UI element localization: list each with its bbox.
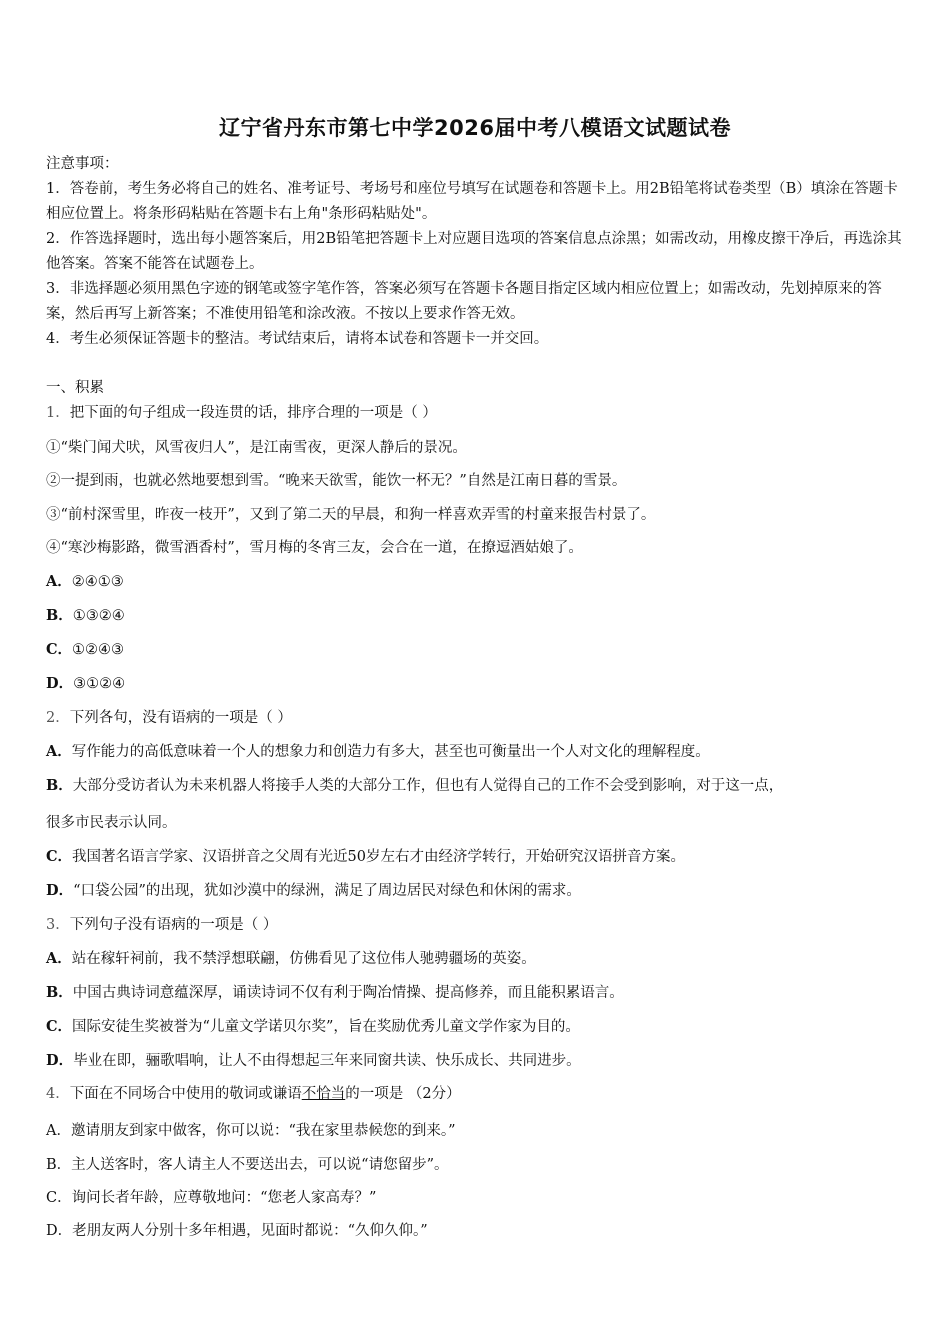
notes-item: 1．答卷前，考生务必将自己的姓名、准考证号、考场号和座位号填写在试题卷和答题卡上。用2B铅笔将试卷类型（B）填涂在答题卡相应位置上。将条形码粘贴在答题卡右上角"条形码粘贴处"。 — [46, 181, 898, 222]
question-3-stem — [46, 913, 908, 934]
q1-option-b — [46, 604, 908, 625]
q3-option-d — [46, 1049, 908, 1070]
option-text: 邀请朋友到家中做客，你可以说：“我在家里恭候您的到来。” — [70, 1123, 456, 1139]
question-2-stem — [46, 706, 908, 727]
option-text: 老朋友两人分别十多年相遇，见面时都说：“久仰久仰。” — [72, 1223, 428, 1239]
option-letter: B． — [46, 984, 73, 1001]
question-number: 3． — [46, 917, 70, 933]
option-text: 主人送客时，客人请主人不要送出去，可以说“请您留步”。 — [71, 1157, 449, 1173]
question-text: 把下面的句子组成一段连贯的话，排序合理的一项是（ ） — [69, 405, 437, 421]
q2-option-b-continued: 很多市民表示认同。 — [46, 815, 177, 831]
question-text: 下列各句，没有语病的一项是（ ） — [69, 710, 292, 726]
q1-sentence-2: ②一提到雨，也就必然地要想到雪。“晚来天欲雪，能饮一杯无？”自然是江南日暮的雪景。 — [46, 473, 627, 489]
q4-option-c — [46, 1186, 908, 1207]
q2-option-b — [46, 774, 908, 795]
option-text: “口袋公园”的出现，犹如沙漠中的绿洲，满足了周边居民对绿色和休闲的需求。 — [73, 883, 581, 899]
option-letter: C． — [46, 848, 73, 865]
page-title: 辽宁省丹东市第七中学2026届中考八模语文试题试卷 — [219, 116, 731, 140]
question-1-stem — [46, 401, 908, 422]
option-letter: A． — [46, 573, 72, 590]
option-letter: A． — [46, 1123, 71, 1139]
question-text: 下面在不同场合中使用的敬词或谦语 — [69, 1086, 302, 1102]
option-letter: D． — [46, 882, 74, 899]
q4-option-b — [46, 1153, 908, 1174]
q1-option-c — [46, 638, 908, 659]
notes-heading: 注意事项： — [46, 156, 119, 172]
question-text-tail: 的一项是 （2分） — [345, 1086, 461, 1102]
option-text: 站在稼轩祠前，我不禁浮想联翩，仿佛看见了这位伟人驰骋疆场的英姿。 — [71, 951, 536, 967]
option-text: 国际安徒生奖被誉为“儿童文学诺贝尔奖”，旨在奖励优秀儿童文学作家为目的。 — [72, 1019, 580, 1035]
option-text: 毕业在即，骊歌唱响，让人不由得想起三年来同窗共读、快乐成长、共同进步。 — [73, 1053, 581, 1069]
underlined-keyword: 不恰当 — [301, 1086, 346, 1102]
notes-block — [46, 152, 908, 352]
option-letter: A． — [46, 743, 72, 760]
question-number: 2． — [46, 710, 70, 726]
option-text: ③①②④ — [73, 676, 126, 692]
question-4-stem — [46, 1082, 908, 1103]
notes-item: 2．作答选择题时，选出每小题答案后，用2B铅笔把答题卡上对应题目选项的答案信息点涂黑；如需改动，用橡皮擦干净后，再选涂其他答案。答案不能答在试题卷上。 — [46, 231, 902, 272]
q2-option-a — [46, 740, 908, 761]
option-text: 我国著名语言学家、汉语拼音之父周有光近50岁左右才由经济学转行，开始研究汉语拼音方案。 — [72, 849, 685, 865]
option-letter: C． — [46, 641, 73, 658]
option-letter: A． — [46, 950, 72, 967]
q4-option-a — [46, 1119, 908, 1140]
option-letter: C． — [46, 1018, 73, 1035]
question-text: 下列句子没有语病的一项是（ ） — [69, 917, 278, 933]
q3-option-a — [46, 947, 908, 968]
q1-option-a — [46, 570, 908, 591]
q1-sentence-4: ④“寒沙梅影路，微雪酒香村”，雪月梅的冬宵三友，会合在一道，在撩逗酒姑娘了。 — [46, 540, 583, 556]
q1-sentence-3: ③“前村深雪里，昨夜一枝开”，又到了第二天的早晨，和狗一样喜欢弄雪的村童来报告村景了。 — [46, 507, 656, 523]
option-letter: D． — [46, 675, 74, 692]
option-letter: B． — [46, 777, 73, 794]
option-letter: D． — [46, 1223, 73, 1239]
option-text: ①②④③ — [72, 642, 125, 658]
option-letter: C． — [46, 1190, 72, 1206]
option-letter: B． — [46, 607, 73, 624]
section-heading: 一、积累 — [46, 380, 104, 396]
q3-option-c — [46, 1015, 908, 1036]
q2-option-d — [46, 879, 908, 900]
q3-option-b — [46, 981, 908, 1002]
option-text: 中国古典诗词意蕴深厚，诵读诗词不仅有利于陶冶情操、提高修养，而且能积累语言。 — [72, 985, 624, 1001]
option-text: ②④①③ — [71, 574, 124, 590]
q2-option-c — [46, 845, 908, 866]
q4-option-d — [46, 1219, 908, 1240]
notes-item: 4．考生必须保证答题卡的整洁。考试结束后，请将本试卷和答题卡一并交回。 — [46, 331, 549, 347]
q1-option-d — [46, 672, 908, 693]
option-letter: D． — [46, 1052, 74, 1069]
question-number: 1． — [46, 405, 70, 421]
notes-item: 3．非选择题必须用黑色字迹的钢笔或签字笔作答，答案必须写在答题卡各题目指定区域内相应位置上；如需改动，先划掉原来的答案，然后再写上新答案；不准使用铅笔和涂改液。不按以上要求作答无效。 — [46, 281, 882, 322]
question-number: 4． — [46, 1086, 70, 1102]
option-text: 大部分受访者认为未来机器人将接手人类的大部分工作，但也有人觉得自己的工作不会受到影响，对于这一点， — [72, 778, 784, 794]
option-text: 写作能力的高低意味着一个人的想象力和创造力有多大，甚至也可衡量出一个人对文化的理解程度。 — [71, 744, 710, 760]
option-text: 询问长者年龄，应尊敬地问：“您老人家高寿？” — [71, 1190, 377, 1206]
option-letter: B． — [46, 1157, 72, 1173]
option-text: ①③②④ — [72, 608, 125, 624]
q1-sentence-1: ①“柴门闻犬吠，风雪夜归人”，是江南雪夜，更深人静后的景况。 — [46, 440, 467, 456]
